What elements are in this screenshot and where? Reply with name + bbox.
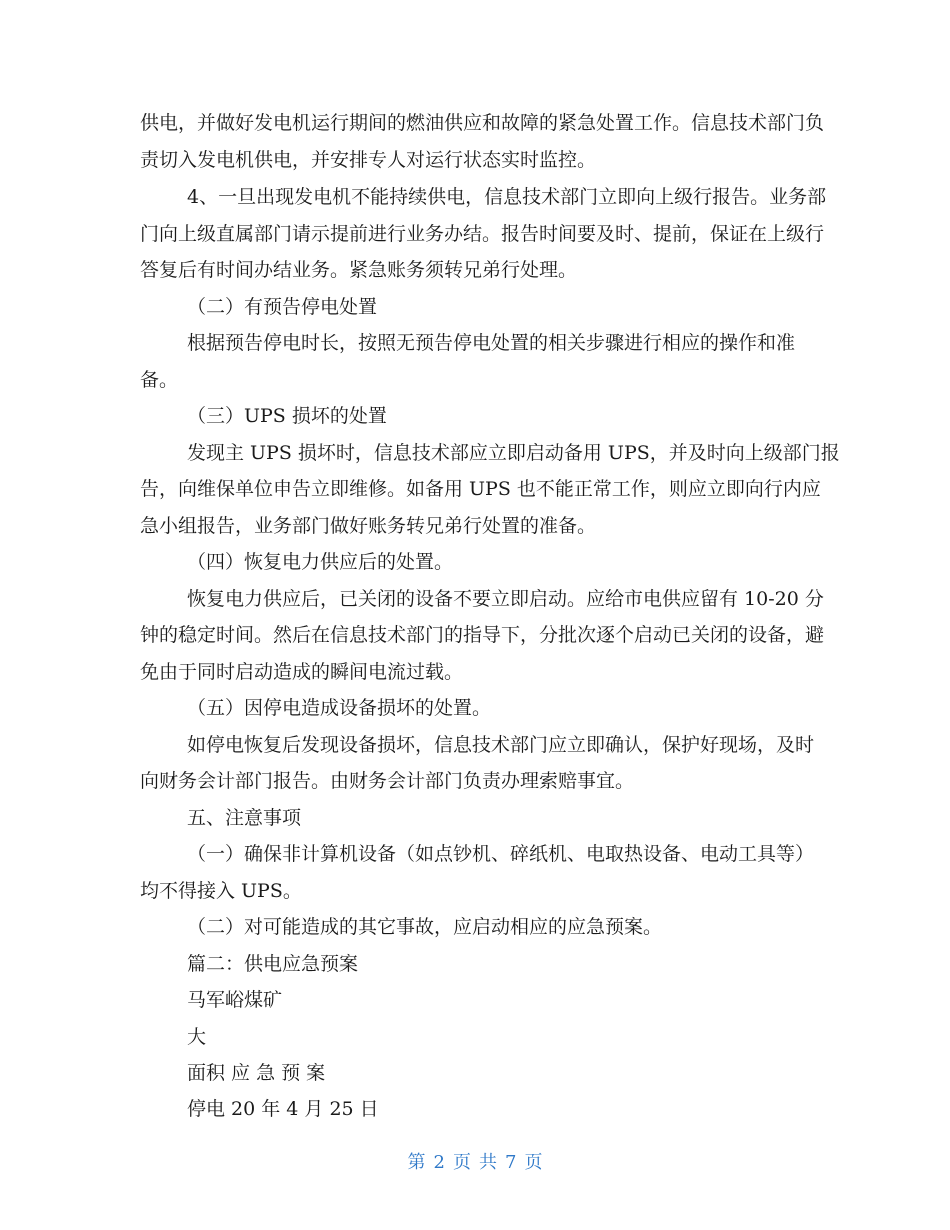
footer-total-pages: 7 bbox=[505, 1152, 517, 1173]
footer-prefix: 第 bbox=[407, 1152, 426, 1173]
paragraph-line: 答复后有时间办结业务。紧急账务须转兄弟行处理。 bbox=[140, 259, 578, 281]
section-heading: 篇二：供电应急预案 bbox=[187, 953, 359, 975]
paragraph-line: （一）确保非计算机设备（如点钞机、碎纸机、电取热设备、电动工具等） bbox=[187, 843, 815, 865]
paragraph-line: 恢复电力供应后，已关闭的设备不要立即启动。应给市电供应留有 10-20 分 bbox=[187, 588, 824, 610]
footer-total-label: 共 bbox=[479, 1152, 497, 1173]
section-heading: 五、注意事项 bbox=[187, 807, 302, 829]
paragraph-line: （二）对可能造成的其它事故，应启动相应的应急预案。 bbox=[187, 916, 663, 938]
paragraph-line: 责切入发电机供电，并安排专人对运行状态实时监控。 bbox=[140, 149, 597, 171]
paragraph-line: 面积 应 急 预 案 bbox=[187, 1062, 326, 1084]
paragraph-line: 免由于同时启动造成的瞬间电流过载。 bbox=[140, 661, 464, 683]
paragraph-line: 4、一旦出现发电机不能持续供电，信息技术部门立即向上级行报告。业务部 bbox=[187, 186, 827, 208]
footer-page-label: 页 bbox=[453, 1152, 471, 1173]
footer-current-page: 2 bbox=[433, 1152, 445, 1173]
paragraph-line: 发现主 UPS 损坏时，信息技术部应立即启动备用 UPS，并及时向上级部门报 bbox=[187, 442, 840, 464]
section-heading: （四）恢复电力供应后的处置。 bbox=[187, 551, 454, 573]
page-footer bbox=[0, 1151, 950, 1175]
footer-suffix: 页 bbox=[524, 1152, 543, 1173]
paragraph-line: 向财务会计部门报告。由财务会计部门负责办理索赔事宜。 bbox=[140, 770, 635, 792]
section-heading: （二）有预告停电处置 bbox=[187, 296, 378, 318]
paragraph-line: 钟的稳定时间。然后在信息技术部门的指导下，分批次逐个启动已关闭的设备，避 bbox=[140, 624, 825, 646]
section-heading: （五）因停电造成设备损坏的处置。 bbox=[187, 697, 492, 719]
paragraph-line: 停电 20 年 4 月 25 日 bbox=[187, 1098, 379, 1120]
paragraph-line: 大 bbox=[187, 1026, 207, 1048]
paragraph-line: 马军峪煤矿 bbox=[187, 989, 283, 1011]
paragraph-line: 如停电恢复后发现设备损坏，信息技术部门应立即确认，保护好现场，及时 bbox=[187, 734, 815, 756]
paragraph-line: 备。 bbox=[140, 369, 179, 391]
paragraph-line: 门向上级直属部门请示提前进行业务办结。报告时间要及时、提前，保证在上级行 bbox=[140, 223, 825, 245]
section-heading: （三）UPS 损坏的处置 bbox=[187, 405, 387, 427]
paragraph-line: 急小组报告，业务部门做好账务转兄弟行处置的准备。 bbox=[140, 515, 597, 537]
paragraph-line: 供电，并做好发电机运行期间的燃油供应和故障的紧急处置工作。信息技术部门负 bbox=[140, 112, 825, 134]
paragraph-line: 根据预告停电时长，按照无预告停电处置的相关步骤进行相应的操作和准 bbox=[187, 332, 796, 354]
paragraph-line: 告，向维保单位申告立即维修。如备用 UPS 也不能正常工作，则应立即向行内应 bbox=[140, 478, 821, 500]
paragraph-line: 均不得接入 UPS。 bbox=[140, 880, 302, 902]
